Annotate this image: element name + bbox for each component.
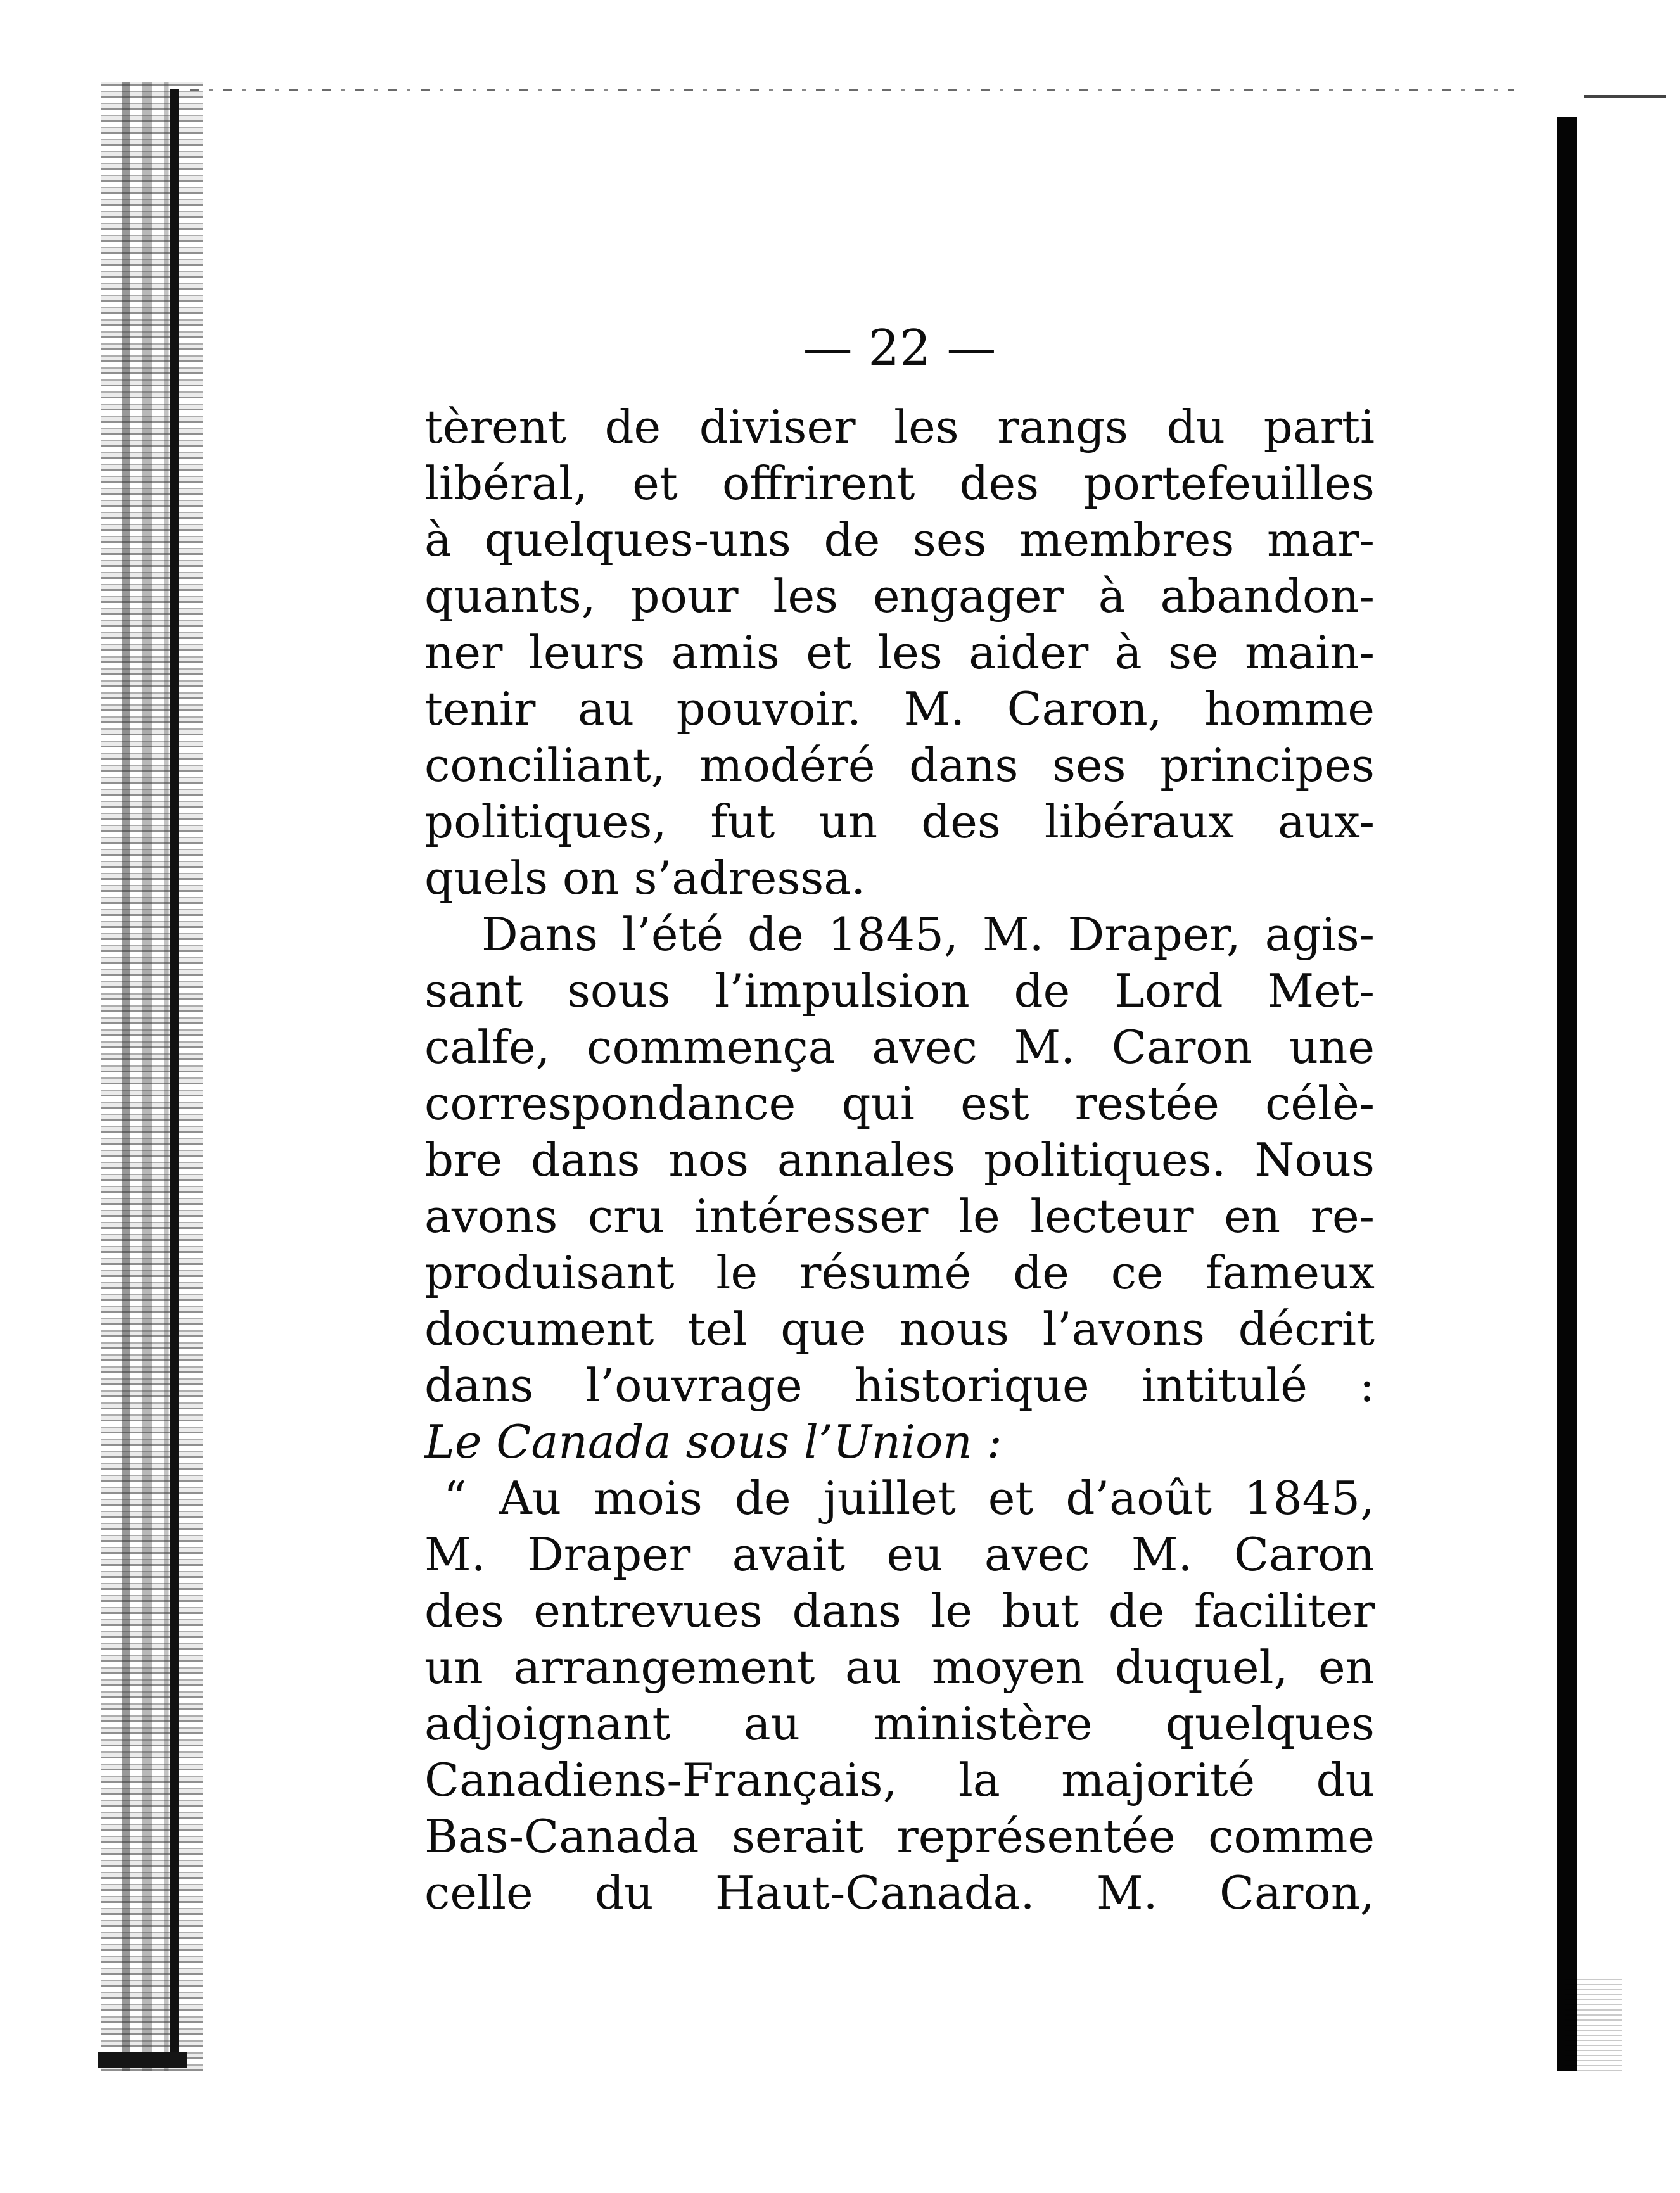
scan-right-border [1557, 117, 1577, 2071]
text-line: à quelques-uns de ses membres mar- [424, 513, 1375, 566]
text-line: des entrevues dans le but de faciliter [424, 1584, 1375, 1637]
text-line: libéral, et offrirent des portefeuilles [424, 457, 1375, 510]
scan-left-foot [98, 2052, 187, 2068]
text-line: sant sous l’impulsion de Lord Met- [424, 964, 1375, 1017]
text-line: tèrent de diviser les rangs du parti [424, 400, 1375, 454]
text-line: bre dans nos annales politiques. Nous [424, 1133, 1375, 1186]
text-line: avons cru intéresser le lecteur en re- [424, 1190, 1375, 1243]
scan-left-border [170, 89, 179, 2059]
text-line: un arrangement au moyen duquel, en [424, 1641, 1375, 1694]
text-line: conciliant, modéré dans ses principes [424, 739, 1375, 792]
scan-top-rule [190, 89, 1514, 91]
text-line: M. Draper avait eu avec M. Caron [424, 1528, 1375, 1581]
scan-right-edge-noise [1565, 1976, 1622, 2071]
text-line: Dans l’été de 1845, M. Draper, agis- [481, 908, 1375, 961]
text-line: quants, pour les engager à abandon- [424, 569, 1375, 623]
text-line: calfe, commença avec M. Caron une [424, 1020, 1375, 1074]
text-line: produisant le résumé de ce fameux [424, 1246, 1375, 1299]
page-number: — 22 — [803, 320, 996, 377]
text-line: quels on s’adressa. [424, 851, 866, 905]
text-line: adjoignant au ministère quelques [424, 1697, 1375, 1750]
book-page [424, 310, 1375, 1921]
text-line: correspondance qui est restée célè- [424, 1077, 1375, 1130]
text-line: Bas-Canada serait représentée comme [424, 1810, 1375, 1863]
text-line: Canadiens-Français, la majorité du [424, 1753, 1375, 1807]
text-line: dans l’ouvrage historique intitulé : [424, 1359, 1375, 1412]
text-line: “ Au mois de juillet et d’août 1845, [443, 1472, 1375, 1525]
text-line: tenir au pouvoir. M. Caron, homme [424, 682, 1375, 735]
scan-left-spine [101, 82, 203, 2071]
text-line: Le Canada sous l’Union : [424, 1415, 1002, 1468]
body-text [424, 399, 1375, 1921]
text-line: document tel que nous l’avons décrit [424, 1302, 1375, 1356]
text-line: celle du Haut-Canada. M. Caron, [424, 1866, 1375, 1919]
scan-top-rule-right [1584, 95, 1666, 98]
text-line: politiques, fut un des libéraux aux- [424, 795, 1375, 848]
text-line: ner leurs amis et les aider à se main- [424, 626, 1375, 679]
